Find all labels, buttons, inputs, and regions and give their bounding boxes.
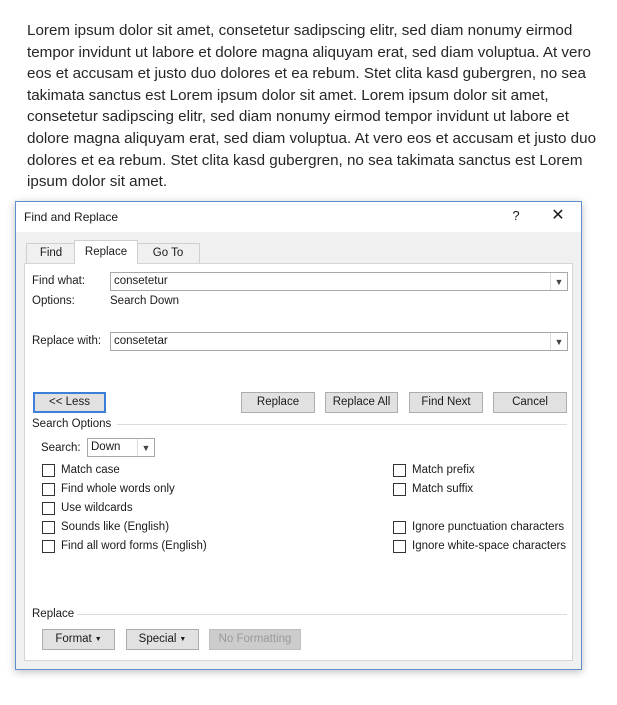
checkbox-box[interactable]	[393, 483, 406, 496]
checkbox-label: Sounds like (English)	[61, 521, 170, 533]
caret-down-icon: ▼	[94, 636, 102, 643]
find-what-label: Find what:	[32, 275, 86, 287]
format-button[interactable]	[42, 629, 115, 650]
checkbox-label: Match suffix	[412, 483, 474, 495]
find-what-value: consetetur	[114, 275, 168, 287]
no-formatting-button: No Formatting	[209, 629, 301, 650]
close-button[interactable]: ✕	[551, 207, 565, 224]
checkbox-box[interactable]	[42, 464, 55, 477]
checkbox-box[interactable]	[42, 521, 55, 534]
checkbox-box[interactable]	[42, 483, 55, 496]
replace-with-label: Replace with:	[32, 335, 102, 347]
wildcards-checkbox[interactable]	[42, 501, 133, 515]
replace-with-value: consetetar	[114, 335, 168, 347]
chevron-down-icon[interactable]: ▼	[137, 439, 154, 456]
checkbox-label: Match prefix	[412, 464, 475, 476]
chevron-down-icon[interactable]: ▼	[550, 333, 567, 350]
tab-goto[interactable]: Go To	[136, 243, 200, 263]
match-prefix-checkbox[interactable]	[393, 463, 475, 477]
chevron-down-icon[interactable]: ▼	[550, 273, 567, 290]
checkbox-label: Find all word forms (English)	[61, 540, 207, 552]
options-value: Search Down	[110, 295, 180, 307]
ignore-whitespace-checkbox[interactable]	[393, 539, 566, 553]
match-case-checkbox[interactable]	[42, 463, 120, 477]
replace-button[interactable]: Replace	[241, 392, 315, 413]
checkbox-box[interactable]	[42, 540, 55, 553]
special-button-label: Special	[138, 633, 177, 645]
checkbox-box[interactable]	[393, 521, 406, 534]
tab-find[interactable]: Find	[26, 243, 76, 263]
find-what-input[interactable]	[110, 272, 568, 291]
match-suffix-checkbox[interactable]	[393, 482, 473, 496]
dialog-title: Find and Replace	[24, 210, 119, 224]
replace-with-input[interactable]	[110, 332, 568, 351]
find-next-button[interactable]: Find Next	[409, 392, 483, 413]
tab-replace[interactable]: Replace	[74, 240, 138, 264]
cancel-button[interactable]: Cancel	[493, 392, 567, 413]
replace-section-divider	[77, 614, 567, 615]
checkbox-label: Find whole words only	[61, 483, 175, 495]
document-paragraph: Lorem ipsum dolor sit amet, consetetur sadipscing elitr, sed diam nonumy eirmod tempor invidunt ut labore et dolore magna aliquyam erat, sed diam voluptua. At vero eos et accusam et justo duo dolores et ea rebum. Stet clita kasd gubergren, no sea takimata sanctus est Lorem ipsum dolor sit amet. Lorem ipsum dolor sit amet, consetetur sadipscing elitr, sed diam nonumy eirmod tempor invidunt ut labore et dolore magna aliquyam erat, sed diam voluptua. At vero eos et accusam et justo duo dolores et ea rebum. Stet clita kasd gubergren, no sea takimata sanctus est Lorem ipsum dolor sit amet.	[27, 22, 597, 191]
search-options-title: Search Options	[32, 418, 112, 430]
replace-all-button[interactable]: Replace All	[325, 392, 398, 413]
whole-words-checkbox[interactable]	[42, 482, 175, 496]
checkbox-box[interactable]	[42, 502, 55, 515]
search-options-divider	[117, 424, 567, 425]
replace-section-title: Replace	[32, 608, 75, 620]
dialog-titlebar	[16, 202, 581, 232]
checkbox-label: Use wildcards	[61, 502, 133, 514]
checkbox-label: Ignore punctuation characters	[412, 521, 565, 533]
search-direction-value: Down	[91, 441, 121, 453]
special-button[interactable]	[126, 629, 199, 650]
help-button[interactable]: ?	[512, 208, 520, 223]
checkbox-label: Ignore white-space characters	[412, 540, 567, 552]
search-direction-select[interactable]	[87, 438, 155, 457]
search-label: Search:	[41, 442, 81, 454]
word-forms-checkbox[interactable]	[42, 539, 207, 553]
find-replace-dialog	[15, 201, 582, 670]
ignore-punctuation-checkbox[interactable]	[393, 520, 564, 534]
sounds-like-checkbox[interactable]	[42, 520, 169, 534]
replace-panel	[24, 263, 573, 661]
less-button[interactable]: << Less	[33, 392, 106, 413]
checkbox-box[interactable]	[393, 540, 406, 553]
format-button-label: Format	[55, 633, 92, 645]
caret-down-icon: ▼	[179, 636, 187, 643]
checkbox-label: Match case	[61, 464, 120, 476]
checkbox-box[interactable]	[393, 464, 406, 477]
options-label: Options:	[32, 295, 75, 307]
